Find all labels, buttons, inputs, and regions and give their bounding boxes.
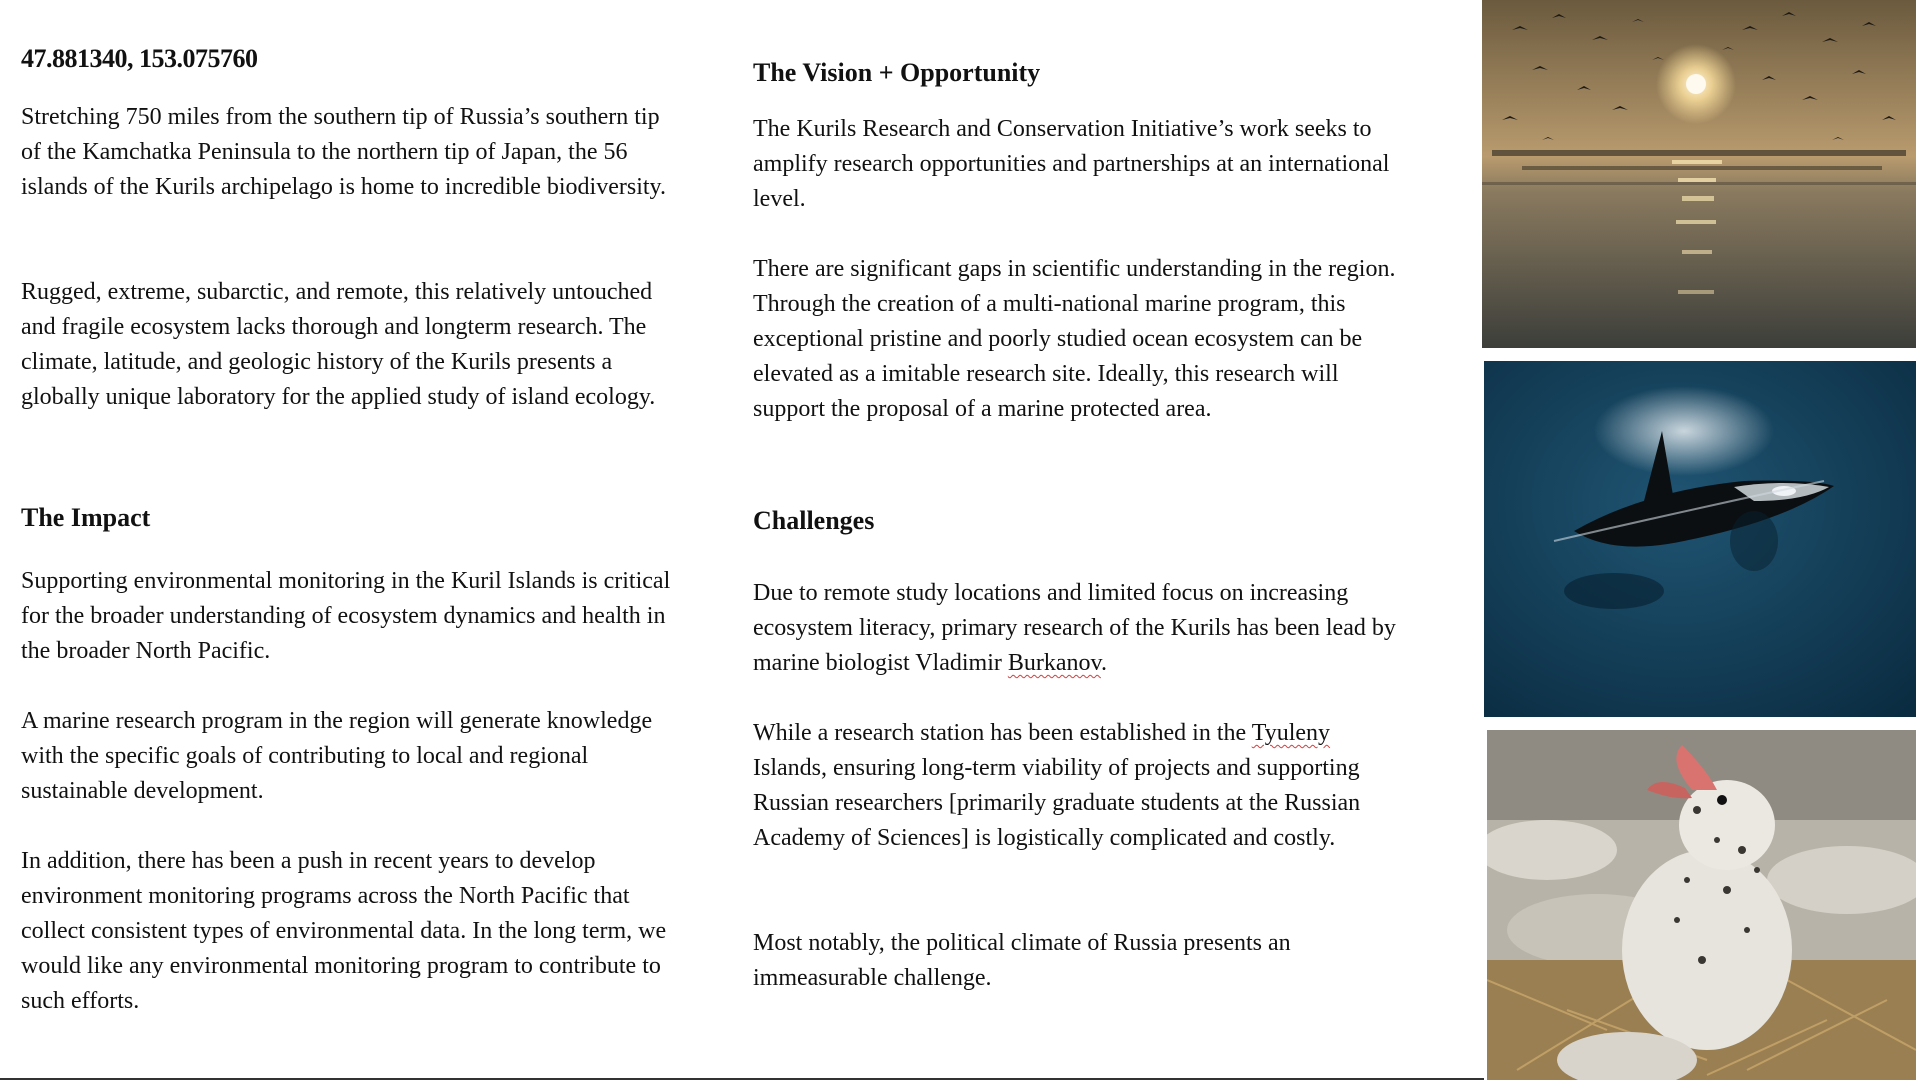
challenges-p2-text-a: While a research station has been established in the [753, 720, 1252, 746]
impact-paragraph-1: Supporting environmental monitoring in the Kuril Islands is critical for the broader understanding of ecosystem dynamics and health in the broader North Pacific. [21, 568, 671, 664]
challenges-p2-text-c: Islands, ensuring long-term viability of projects and supporting Russian researchers [primarily graduate students at the Russian Academy of Sciences] is logistically complicated and costly. [753, 755, 1361, 851]
birds-sunset-photo [1482, 0, 1916, 348]
challenges-paragraph-3: Most notably, the political climate of Russia presents an immeasurable challenge. [753, 930, 1291, 991]
challenges-p1-text-a: Due to remote study locations and limited focus on increasing ecosystem literacy, primary research of the Kurils has been lead by marine biologist Vladimir [753, 580, 1396, 676]
challenges-paragraph-2 [753, 716, 1403, 856]
challenges-heading: Challenges [753, 506, 875, 535]
vision-paragraph-1: The Kurils Research and Conservation Initiative’s work seeks to amplify research opportunities and partnerships at an international level. [753, 116, 1390, 212]
challenges-paragraph-1 [753, 576, 1403, 681]
vision-heading: The Vision + Opportunity [753, 58, 1041, 87]
gull-chick-photo [1487, 730, 1916, 1080]
intro-paragraph-1: Stretching 750 miles from the southern tip of Russia’s southern tip of the Kamchatka Peninsula to the northern tip of Japan, the 56 islands of the Kurils archipelago is home to incredible biodiversity. [21, 104, 666, 200]
vision-paragraph-2: There are significant gaps in scientific understanding in the region. Through the creation of a multi-national marine program, this exceptional pristine and poorly studied ocean ecosystem can be elevated as a imitable research site. Ideally, this research will support the proposal of a marine protected area. [753, 256, 1396, 422]
coordinates-heading: 47.881340, 153.075760 [21, 44, 258, 73]
spellcheck-burkanov: Burkanov [1007, 650, 1101, 676]
spellcheck-tyuleny: Tyuleny [1251, 720, 1331, 746]
intro-paragraph-2: Rugged, extreme, subarctic, and remote, this relatively untouched and fragile ecosystem lacks thorough and longterm research. The climate, latitude, and geologic history of the Kurils presents a globally unique laboratory for the applied study of island ecology. [21, 279, 656, 410]
impact-heading: The Impact [21, 503, 151, 532]
impact-paragraph-2: A marine research program in the region will generate knowledge with the specific goals of contributing to local and regional sustainable development. [21, 708, 653, 804]
orca-photo [1484, 361, 1916, 717]
impact-paragraph-3: In addition, there has been a push in recent years to develop environment monitoring programs across the North Pacific that collect consistent types of environmental data. In the long term, we would like any environmental monitoring program to contribute to such efforts. [21, 848, 667, 1014]
challenges-p1-text-c: . [1100, 650, 1107, 676]
